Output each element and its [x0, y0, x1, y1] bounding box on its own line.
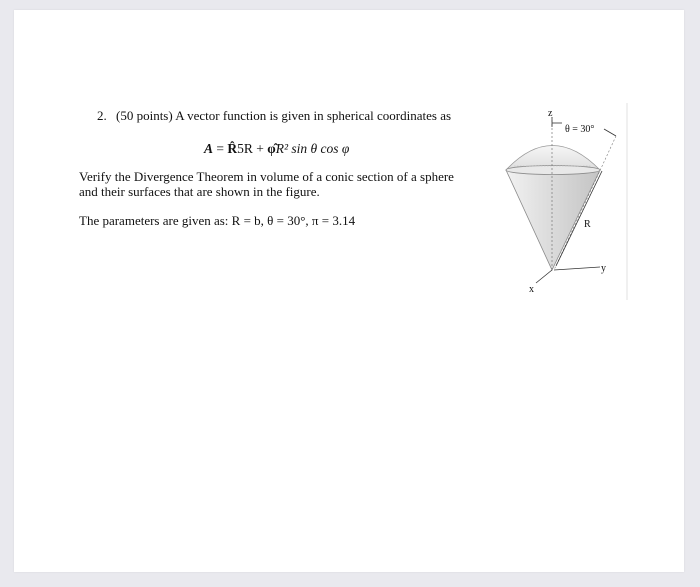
angle-label: θ = 30° [565, 124, 595, 135]
equation-equals: = [213, 141, 228, 156]
parameters-text: The parameters are given as: R = b, θ = 30°, π = 3.14 [79, 213, 356, 228]
cone-rim [506, 166, 600, 175]
verify-text-line1: Verify the Divergence Theorem in volume of a conic section of a sphere [79, 169, 454, 184]
radius-label: R [584, 219, 591, 230]
equation-unit-r: R̂ [227, 141, 238, 156]
y-axis [554, 267, 600, 270]
vector-equation [204, 141, 349, 157]
y-axis-label: y [601, 263, 606, 274]
problem-number: 2. [97, 108, 107, 123]
angle-leader [604, 129, 616, 136]
cone-diagram [474, 95, 634, 305]
x-axis-label: x [529, 284, 534, 295]
x-axis [536, 270, 552, 283]
equation-unit-phi: φ̂ [267, 141, 276, 156]
equation-term1: 5R + [237, 141, 268, 156]
cone-sphere-figure [474, 95, 634, 305]
equation-term2: R² sin θ cos φ [275, 141, 350, 156]
equation-lhs: A [204, 141, 214, 156]
problem-statement: (50 points) A vector function is given in spherical coordinates as [116, 108, 452, 123]
verify-text-line2: and their surfaces that are shown in the figure. [79, 184, 320, 199]
z-axis-label: z [548, 108, 553, 119]
